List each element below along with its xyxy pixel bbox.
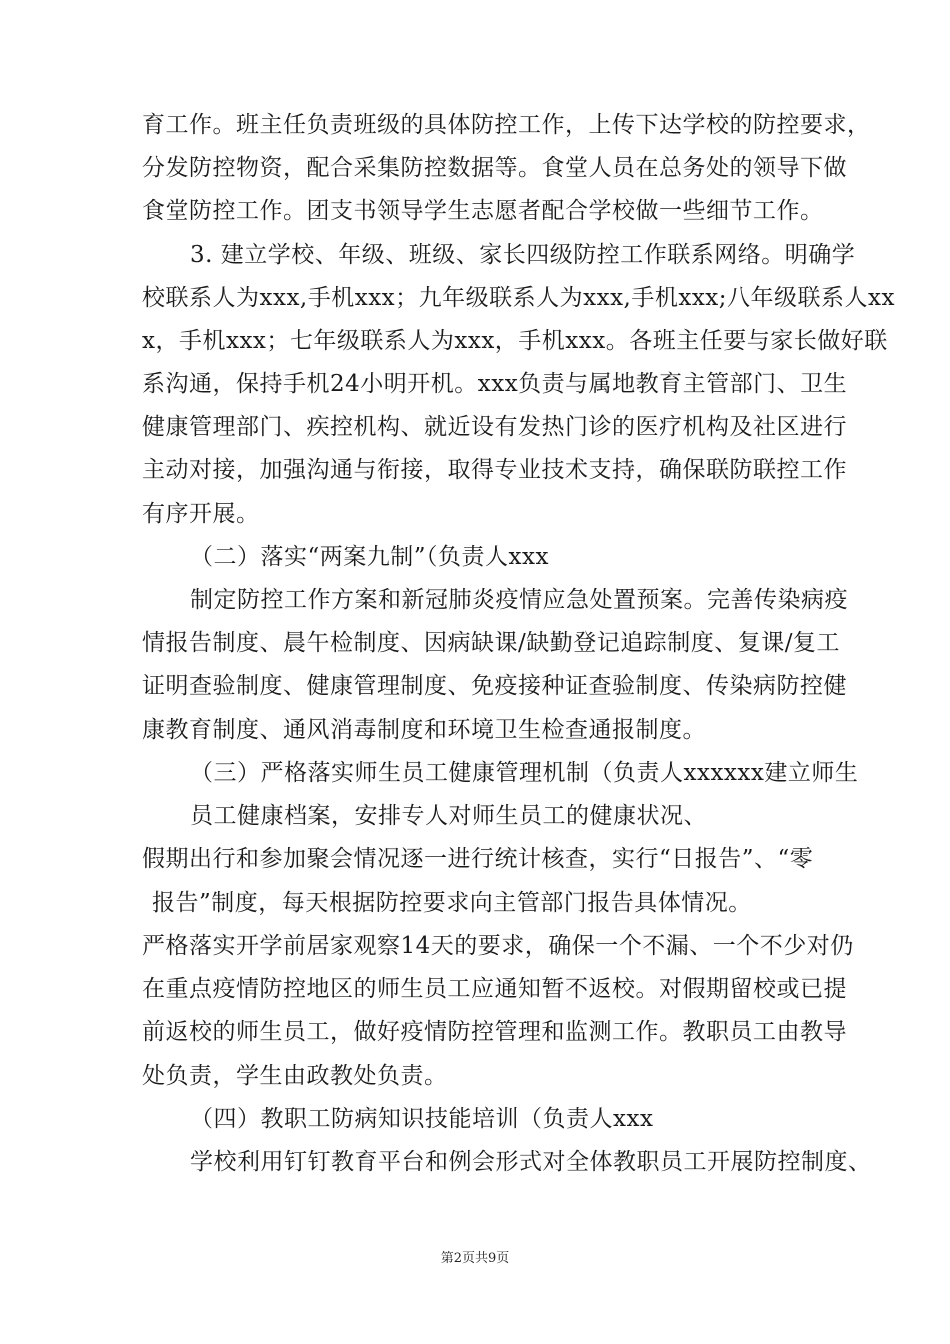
body-line: 食堂防控工作。团支书领导学生志愿者配合学校做一些细节工作。	[142, 198, 824, 224]
body-line: 在重点疫情防控地区的师生员工应通知暂不返校。对假期留校或已提	[142, 976, 847, 1002]
body-line: 育工作。班主任负责班级的具体防控工作，上传下达学校的防控要求，	[142, 112, 871, 138]
body-line: 康教育制度、通风消毒制度和环境卫生检查通报制度。	[142, 717, 706, 743]
page-footer: 第2页共9页	[440, 1251, 510, 1266]
body-line: 学校利用钉钉教育平台和例会形式对全体教职员工开展防控制度、	[190, 1149, 872, 1175]
section-heading: （二）落实“两案九制”（负责人xxx	[190, 544, 549, 570]
body-line: 3. 建立学校、年级、班级、家长四级防控工作联系网络。明确学	[190, 242, 856, 268]
body-line: 校联系人为xxx,手机xxx；九年级联系人为xxx,手机xxx;八年级联系人xx	[142, 285, 895, 311]
body-line: 假期出行和参加聚会情况逐一进行统计核查，实行“日报告”、“零	[142, 846, 814, 872]
body-line: 处负责，学生由政教处负责。	[142, 1063, 448, 1089]
section-heading: （三）严格落实师生员工健康管理机制（负责人xxxxxx建立师生	[190, 760, 859, 786]
body-line: 健康管理部门、疾控机构、就近设有发热门诊的医疗机构及社区进行	[142, 414, 847, 440]
body-line: 主动对接，加强沟通与衔接，取得专业技术支持，确保联防联控工作	[142, 457, 847, 483]
body-line: 前返校的师生员工，做好疫情防控管理和监测工作。教职员工由教导	[142, 1019, 847, 1045]
body-line: 制定防控工作方案和新冠肺炎疫情应急处置预案。完善传染病疫	[190, 587, 848, 613]
body-line: 严格落实开学前居家观察14天的要求，确保一个不漏、一个不少对仍	[142, 933, 854, 959]
body-line: 证明查验制度、健康管理制度、免疫接种证查验制度、传染病防控健	[142, 673, 847, 699]
body-line: 员工健康档案，安排专人对师生员工的健康状况、	[190, 803, 707, 829]
body-line: x，手机xxx；七年级联系人为xxx，手机xxx。各班主任要与家长做好联	[142, 328, 888, 354]
body-line: 系沟通，保持手机24小明开机。xxx负责与属地教育主管部门、卫生	[142, 371, 848, 397]
body-line: 有序开展。	[142, 501, 260, 527]
body-line: 情报告制度、晨午检制度、因病缺课/缺勤登记追踪制度、复课/复工	[142, 630, 840, 656]
body-line: 报告”制度，每天根据防控要求向主管部门报告具体情况。	[152, 890, 752, 916]
section-heading: （四）教职工防病知识技能培训（负责人xxx	[190, 1106, 654, 1132]
body-line: 分发防控物资，配合采集防控数据等。食堂人员在总务处的领导下做	[142, 155, 847, 181]
